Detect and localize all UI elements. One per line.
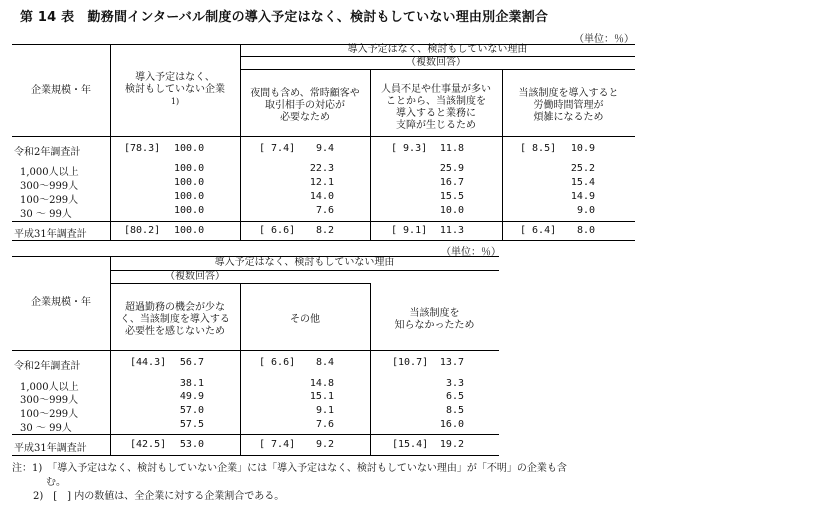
col-reason-2: 人員不足や仕事量が多い ことから、当該制度を 導入すると業務に 支障が生じるため bbox=[381, 84, 491, 131]
table-cell: 7.6 bbox=[315, 205, 334, 216]
col-reason-3: 当該制度を導入すると 労働時間管理が 煩雑になるため bbox=[518, 88, 619, 123]
table-cell: [ 6.6] bbox=[259, 225, 296, 236]
table-cell: 14.0 bbox=[309, 191, 334, 202]
table-cell: 57.5 bbox=[179, 419, 204, 430]
table-row-label: 1,000人以上 bbox=[20, 382, 79, 393]
note-1-cont: む。 bbox=[46, 477, 66, 488]
table-cell: 15.4 bbox=[570, 177, 595, 188]
table-cell: 19.2 bbox=[439, 439, 464, 450]
table-cell: 9.2 bbox=[315, 439, 334, 450]
table-cell: 8.4 bbox=[315, 357, 334, 368]
table-row-label: 平成31年調査計 bbox=[14, 443, 87, 454]
table-cell: 9.4 bbox=[315, 143, 334, 154]
table-row-label: 平成31年調査計 bbox=[14, 229, 87, 240]
col-reason-6: 当該制度を 知らなかったため bbox=[394, 308, 475, 331]
table-cell: 15.1 bbox=[309, 391, 334, 402]
table-cell: [ 9.1] bbox=[391, 225, 428, 236]
table-cell: [ 7.4] bbox=[259, 143, 296, 154]
table-cell: [42.5] bbox=[130, 439, 167, 450]
table-cell: 57.0 bbox=[179, 405, 204, 416]
table-cell: [ 7.4] bbox=[259, 439, 296, 450]
table-row-label: 令和2年調査計 bbox=[14, 147, 81, 158]
table-cell: 8.2 bbox=[315, 225, 334, 236]
table-cell: 8.5 bbox=[445, 405, 464, 416]
table-cell: [ 9.3] bbox=[391, 143, 428, 154]
page-title: 第 14 表 勤務間インターバル制度の導入予定はなく、検討もしていない理由別企業割合 bbox=[20, 10, 549, 25]
table-cell: 100.0 bbox=[174, 143, 205, 154]
col-multi-2: （複数回答） bbox=[165, 271, 225, 282]
table-cell: [ 6.6] bbox=[259, 357, 296, 368]
table-cell: [78.3] bbox=[124, 143, 161, 154]
table-cell: 14.9 bbox=[570, 191, 595, 202]
table-cell: [44.3] bbox=[130, 357, 167, 368]
unit-label-2: （単位：％） bbox=[441, 247, 501, 258]
col-multi: （複数回答） bbox=[406, 57, 466, 68]
table-cell: 25.9 bbox=[439, 163, 464, 174]
table-cell: 10.9 bbox=[570, 143, 595, 154]
table-cell: 10.0 bbox=[439, 205, 464, 216]
table-cell: 49.9 bbox=[179, 391, 204, 402]
table-row-label: 30 ～ 99人 bbox=[20, 209, 72, 220]
table-cell: 25.2 bbox=[570, 163, 595, 174]
note-2: 2) [ ] 内の数値は、全企業に対する企業割合である。 bbox=[33, 491, 285, 502]
table-cell: 100.0 bbox=[174, 177, 205, 188]
table-cell: 16.0 bbox=[439, 419, 464, 430]
table-row-label: 300～999人 bbox=[20, 181, 79, 192]
table-cell: 53.0 bbox=[179, 439, 204, 450]
table-cell: 38.1 bbox=[179, 378, 204, 389]
table-row-label: 100～299人 bbox=[20, 195, 79, 206]
table-cell: 100.0 bbox=[174, 225, 205, 236]
col-reason-group: 導入予定はなく、検討もしていない理由 bbox=[347, 44, 528, 55]
table-cell: 15.5 bbox=[439, 191, 464, 202]
table-row-label: 30 ～ 99人 bbox=[20, 423, 72, 434]
col-reason-5: その他 bbox=[290, 314, 320, 325]
table-row-label: 300～999人 bbox=[20, 395, 79, 406]
table-cell: 100.0 bbox=[174, 163, 205, 174]
col-reason-4: 超過勤務の機会が少な く、当該制度を導入する 必要性を感じないため bbox=[120, 302, 230, 337]
col-size-year-2: 企業規模・年 bbox=[31, 297, 91, 308]
table-cell: 13.7 bbox=[439, 357, 464, 368]
table-cell: 9.1 bbox=[315, 405, 334, 416]
table-cell: 16.7 bbox=[439, 177, 464, 188]
table-cell: 6.5 bbox=[445, 391, 464, 402]
unit-label: （単位：％） bbox=[574, 34, 634, 45]
table-cell: 8.0 bbox=[576, 225, 595, 236]
table-cell: 9.0 bbox=[576, 205, 595, 216]
table-cell: 56.7 bbox=[179, 357, 204, 368]
table-cell: 12.1 bbox=[309, 177, 334, 188]
col-reason-1: 夜間も含め、常時顧客や 取引相手の対応が 必要なため bbox=[250, 88, 360, 123]
table-cell: [15.4] bbox=[392, 439, 429, 450]
table-cell: 11.8 bbox=[439, 143, 464, 154]
table-row-label: 1,000人以上 bbox=[20, 167, 79, 178]
table-cell: 11.3 bbox=[439, 225, 464, 236]
table-row-label: 令和2年調査計 bbox=[14, 361, 81, 372]
col-reason-group-2: 導入予定はなく、検討もしていない理由 bbox=[214, 257, 395, 268]
table-cell: [10.7] bbox=[392, 357, 429, 368]
table-cell: 100.0 bbox=[174, 191, 205, 202]
table-cell: 22.3 bbox=[309, 163, 334, 174]
table-row-label: 100～299人 bbox=[20, 409, 79, 420]
table-cell: 7.6 bbox=[315, 419, 334, 430]
table-cell: [80.2] bbox=[124, 225, 161, 236]
table-cell: 14.8 bbox=[309, 378, 334, 389]
table-cell: 3.3 bbox=[445, 378, 464, 389]
table-cell: [ 8.5] bbox=[520, 143, 557, 154]
note-1: 注：1) 「導入予定はなく、検討もしていない企業」には「導入予定はなく、検討もしていない理由」が「不明」の企業も含 bbox=[12, 463, 567, 474]
table-cell: 100.0 bbox=[174, 205, 205, 216]
table-cell: [ 6.4] bbox=[520, 225, 557, 236]
col-size-year: 企業規模・年 bbox=[31, 85, 91, 96]
col-no-plan: 導入予定はなく、 検討もしていない企業 1) bbox=[125, 72, 225, 106]
